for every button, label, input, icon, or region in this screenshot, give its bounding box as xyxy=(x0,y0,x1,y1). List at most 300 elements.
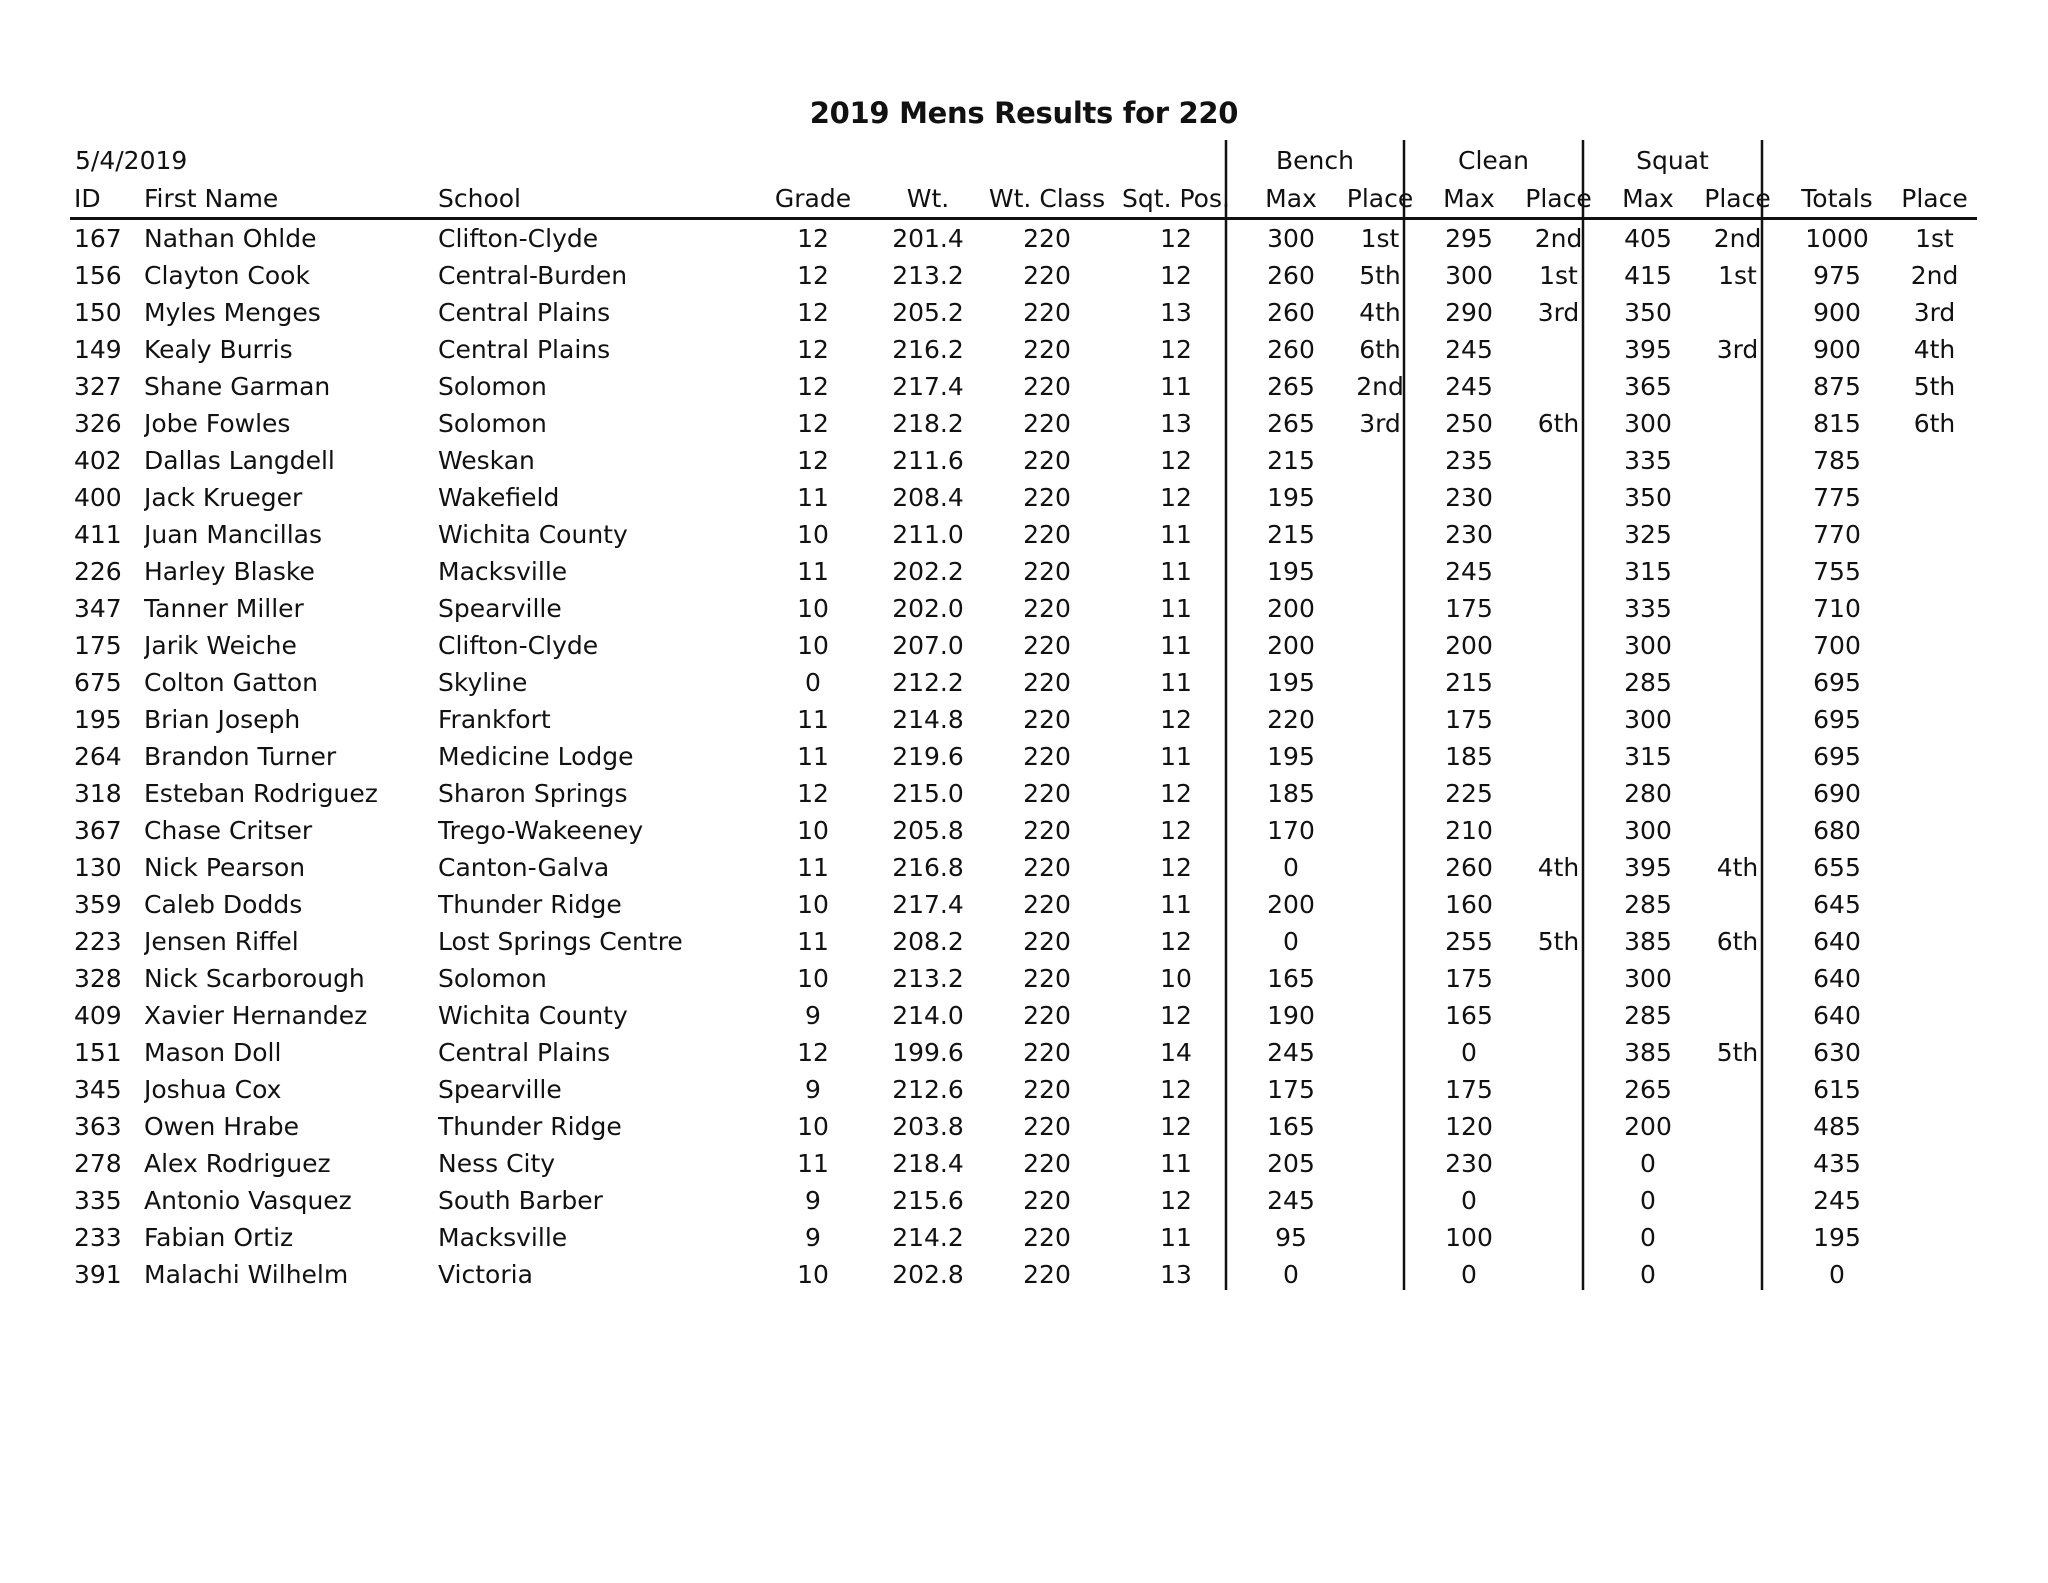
id-cell: 175 xyxy=(74,631,122,660)
grade-cell: 10 xyxy=(797,594,829,623)
table-row xyxy=(70,479,1977,516)
clean-place-cell xyxy=(1514,1256,1603,1293)
squat-max-cell: 300 xyxy=(1624,409,1672,438)
column-header-school: School xyxy=(438,180,758,219)
first-name-cell: Nick Scarborough xyxy=(144,964,365,993)
clean-max-cell: 175 xyxy=(1445,964,1493,993)
totals-cell: 815 xyxy=(1813,409,1861,438)
clean-max-cell: 230 xyxy=(1445,1149,1493,1178)
bench-max-cell: 300 xyxy=(1267,224,1315,253)
clean-place-cell xyxy=(1514,553,1603,590)
grade-cell: 12 xyxy=(797,261,829,290)
bench-max-cell: 200 xyxy=(1267,890,1315,919)
table-row xyxy=(70,516,1977,553)
table-row xyxy=(70,1071,1977,1108)
overall-place-cell: 1st xyxy=(1915,224,1954,253)
clean-max-cell: 175 xyxy=(1445,705,1493,734)
clean-max-cell: 210 xyxy=(1445,816,1493,845)
id-cell: 400 xyxy=(74,483,122,512)
weight-cell: 211.0 xyxy=(892,520,964,549)
bench-max-cell: 0 xyxy=(1283,927,1299,956)
first-name-cell: Brian Joseph xyxy=(144,705,301,734)
clean-max-cell: 230 xyxy=(1445,520,1493,549)
column-header-first-name: First Name xyxy=(144,180,438,219)
totals-cell: 630 xyxy=(1813,1038,1861,1067)
squat-place-cell xyxy=(1693,516,1782,553)
clean-place-cell xyxy=(1514,738,1603,775)
weight-cell: 212.2 xyxy=(892,668,964,697)
grade-cell: 11 xyxy=(797,483,829,512)
first-name-cell: Clayton Cook xyxy=(144,261,310,290)
table-row xyxy=(70,849,1977,886)
bench-place-cell xyxy=(1336,701,1424,738)
bench-place-cell: 1st xyxy=(1360,224,1400,253)
clean-place-cell: 3rd xyxy=(1537,298,1580,327)
school-cell: Solomon xyxy=(438,372,547,401)
table-row xyxy=(70,960,1977,997)
first-name-cell: Jack Krueger xyxy=(144,483,303,512)
squat-place-cell xyxy=(1693,1256,1782,1293)
first-name-cell: Xavier Hernandez xyxy=(144,1001,368,1030)
bench-max-cell: 0 xyxy=(1283,1260,1299,1289)
id-cell: 233 xyxy=(74,1223,122,1252)
bench-place-cell xyxy=(1336,886,1424,923)
first-name-cell: Owen Hrabe xyxy=(144,1112,299,1141)
grade-cell: 12 xyxy=(797,224,829,253)
weight-class-cell: 220 xyxy=(1023,1149,1071,1178)
squat-place-cell xyxy=(1693,294,1782,331)
totals-cell: 695 xyxy=(1813,668,1861,697)
first-name-cell: Shane Garman xyxy=(144,372,331,401)
squat-position-cell: 11 xyxy=(1160,742,1192,771)
clean-place-cell: 2nd xyxy=(1534,224,1583,253)
table-row xyxy=(70,627,1977,664)
squat-max-cell: 350 xyxy=(1624,483,1672,512)
bench-max-cell: 200 xyxy=(1267,631,1315,660)
weight-cell: 213.2 xyxy=(892,964,964,993)
totals-cell: 640 xyxy=(1813,964,1861,993)
squat-max-cell: 350 xyxy=(1624,298,1672,327)
squat-position-cell: 14 xyxy=(1160,1038,1192,1067)
bench-max-cell: 215 xyxy=(1267,446,1315,475)
column-header-squat-place: Place xyxy=(1693,180,1782,219)
results-table xyxy=(70,180,1977,1293)
weight-class-cell: 220 xyxy=(1023,1260,1071,1289)
weight-class-cell: 220 xyxy=(1023,779,1071,808)
clean-max-cell: 100 xyxy=(1445,1223,1493,1252)
grade-cell: 10 xyxy=(797,890,829,919)
school-cell: Ness City xyxy=(438,1149,556,1178)
squat-position-cell: 12 xyxy=(1160,779,1192,808)
squat-place-cell xyxy=(1693,442,1782,479)
report-date: 5/4/2019 xyxy=(75,146,188,175)
squat-max-cell: 335 xyxy=(1624,446,1672,475)
squat-max-cell: 280 xyxy=(1624,779,1672,808)
weight-class-cell: 220 xyxy=(1023,298,1071,327)
grade-cell: 12 xyxy=(797,446,829,475)
squat-max-cell: 0 xyxy=(1640,1223,1656,1252)
weight-class-cell: 220 xyxy=(1023,742,1071,771)
squat-max-cell: 385 xyxy=(1624,1038,1672,1067)
column-header-clean-place: Place xyxy=(1514,180,1603,219)
column-header-id: ID xyxy=(70,180,144,219)
first-name-cell: Harley Blaske xyxy=(144,557,315,586)
column-header-bench-max: Max xyxy=(1246,180,1336,219)
weight-cell: 212.6 xyxy=(892,1075,964,1104)
squat-position-cell: 11 xyxy=(1160,668,1192,697)
overall-place-cell xyxy=(1892,738,1977,775)
clean-place-cell xyxy=(1514,664,1603,701)
clean-place-cell xyxy=(1514,590,1603,627)
id-cell: 223 xyxy=(74,927,122,956)
clean-place-cell xyxy=(1514,331,1603,368)
squat-position-cell: 11 xyxy=(1160,520,1192,549)
clean-max-cell: 185 xyxy=(1445,742,1493,771)
overall-place-cell xyxy=(1892,960,1977,997)
bench-max-cell: 185 xyxy=(1267,779,1315,808)
totals-cell: 755 xyxy=(1813,557,1861,586)
table-row xyxy=(70,1108,1977,1145)
clean-place-cell xyxy=(1514,1034,1603,1071)
squat-max-cell: 0 xyxy=(1640,1186,1656,1215)
weight-cell: 217.4 xyxy=(892,890,964,919)
bench-place-cell xyxy=(1336,997,1424,1034)
table-row xyxy=(70,368,1977,405)
weight-class-cell: 220 xyxy=(1023,1038,1071,1067)
clean-place-cell: 4th xyxy=(1537,853,1580,882)
weight-class-cell: 220 xyxy=(1023,853,1071,882)
first-name-cell: Nathan Ohlde xyxy=(144,224,317,253)
overall-place-cell: 3rd xyxy=(1913,298,1956,327)
id-cell: 411 xyxy=(74,520,122,549)
weight-class-cell: 220 xyxy=(1023,927,1071,956)
id-cell: 156 xyxy=(74,261,122,290)
bench-place-cell xyxy=(1336,923,1424,960)
bench-place-cell xyxy=(1336,849,1424,886)
weight-class-cell: 220 xyxy=(1023,816,1071,845)
clean-place-cell xyxy=(1514,627,1603,664)
bench-place-cell xyxy=(1336,479,1424,516)
overall-place-cell xyxy=(1892,516,1977,553)
first-name-cell: Jensen Riffel xyxy=(144,927,299,956)
squat-place-cell xyxy=(1693,812,1782,849)
grade-cell: 10 xyxy=(797,520,829,549)
clean-max-cell: 0 xyxy=(1461,1186,1477,1215)
bench-max-cell: 95 xyxy=(1275,1223,1307,1252)
overall-place-cell xyxy=(1892,775,1977,812)
grade-cell: 11 xyxy=(797,742,829,771)
clean-max-cell: 295 xyxy=(1445,224,1493,253)
clean-max-cell: 255 xyxy=(1445,927,1493,956)
clean-max-cell: 300 xyxy=(1445,261,1493,290)
weight-class-cell: 220 xyxy=(1023,224,1071,253)
clean-max-cell: 230 xyxy=(1445,483,1493,512)
bench-place-cell xyxy=(1336,1256,1424,1293)
squat-place-cell: 1st xyxy=(1718,261,1757,290)
overall-place-cell xyxy=(1892,1256,1977,1293)
clean-place-cell xyxy=(1514,1108,1603,1145)
squat-position-cell: 12 xyxy=(1160,261,1192,290)
totals-cell: 785 xyxy=(1813,446,1861,475)
squat-max-cell: 285 xyxy=(1624,890,1672,919)
first-name-cell: Caleb Dodds xyxy=(144,890,303,919)
totals-cell: 680 xyxy=(1813,816,1861,845)
weight-cell: 218.4 xyxy=(892,1149,964,1178)
bench-place-cell xyxy=(1336,1071,1424,1108)
squat-position-cell: 11 xyxy=(1160,1223,1192,1252)
clean-place-cell xyxy=(1514,775,1603,812)
totals-cell: 1000 xyxy=(1805,224,1869,253)
totals-cell: 770 xyxy=(1813,520,1861,549)
table-row xyxy=(70,219,1977,258)
squat-place-cell xyxy=(1693,960,1782,997)
squat-place-cell xyxy=(1693,1071,1782,1108)
squat-place-cell xyxy=(1693,997,1782,1034)
totals-cell: 690 xyxy=(1813,779,1861,808)
totals-cell: 485 xyxy=(1813,1112,1861,1141)
squat-max-cell: 200 xyxy=(1624,1112,1672,1141)
squat-place-cell: 4th xyxy=(1716,853,1759,882)
first-name-cell: Colton Gatton xyxy=(144,668,319,697)
squat-group-label: Squat xyxy=(1636,146,1709,175)
first-name-cell: Alex Rodriguez xyxy=(144,1149,331,1178)
weight-cell: 202.0 xyxy=(892,594,964,623)
totals-cell: 775 xyxy=(1813,483,1861,512)
squat-max-cell: 395 xyxy=(1624,853,1672,882)
squat-max-cell: 335 xyxy=(1624,594,1672,623)
grade-cell: 10 xyxy=(797,816,829,845)
clean-max-cell: 165 xyxy=(1445,1001,1493,1030)
school-cell: Macksville xyxy=(438,1223,568,1252)
bench-place-cell xyxy=(1336,960,1424,997)
overall-place-cell xyxy=(1892,553,1977,590)
id-cell: 226 xyxy=(74,557,122,586)
school-cell: Weskan xyxy=(438,446,535,475)
grade-cell: 9 xyxy=(805,1186,821,1215)
totals-cell: 975 xyxy=(1813,261,1861,290)
weight-class-cell: 220 xyxy=(1023,1075,1071,1104)
id-cell: 335 xyxy=(74,1186,122,1215)
id-cell: 326 xyxy=(74,409,122,438)
bench-place-cell xyxy=(1336,627,1424,664)
squat-position-cell: 12 xyxy=(1160,1186,1192,1215)
bench-place-cell xyxy=(1336,812,1424,849)
squat-position-cell: 11 xyxy=(1160,594,1192,623)
grade-cell: 12 xyxy=(797,779,829,808)
clean-max-cell: 225 xyxy=(1445,779,1493,808)
weight-cell: 214.8 xyxy=(892,705,964,734)
clean-place-cell: 5th xyxy=(1537,927,1580,956)
clean-max-cell: 245 xyxy=(1445,557,1493,586)
squat-position-cell: 10 xyxy=(1160,964,1192,993)
weight-class-cell: 220 xyxy=(1023,372,1071,401)
totals-cell: 645 xyxy=(1813,890,1861,919)
grade-cell: 12 xyxy=(797,298,829,327)
bench-max-cell: 195 xyxy=(1267,668,1315,697)
id-cell: 327 xyxy=(74,372,122,401)
school-cell: Spearville xyxy=(438,1075,562,1104)
grade-cell: 12 xyxy=(797,335,829,364)
squat-place-cell xyxy=(1693,1108,1782,1145)
bench-max-cell: 245 xyxy=(1267,1038,1315,1067)
weight-class-cell: 220 xyxy=(1023,594,1071,623)
totals-cell: 640 xyxy=(1813,927,1861,956)
bench-max-cell: 260 xyxy=(1267,298,1315,327)
id-cell: 151 xyxy=(74,1038,122,1067)
clean-place-cell: 1st xyxy=(1539,261,1578,290)
bench-place-cell xyxy=(1336,553,1424,590)
squat-place-cell xyxy=(1693,1145,1782,1182)
bench-max-cell: 265 xyxy=(1267,409,1315,438)
weight-class-cell: 220 xyxy=(1023,409,1071,438)
school-cell: Solomon xyxy=(438,409,547,438)
column-header-squat-max: Max xyxy=(1603,180,1693,219)
squat-max-cell: 315 xyxy=(1624,557,1672,586)
column-header-bench-place: Place xyxy=(1336,180,1424,219)
overall-place-cell xyxy=(1892,701,1977,738)
squat-place-cell xyxy=(1693,886,1782,923)
weight-class-cell: 220 xyxy=(1023,520,1071,549)
squat-place-cell: 5th xyxy=(1716,1038,1759,1067)
clean-place-cell xyxy=(1514,701,1603,738)
grade-cell: 11 xyxy=(797,557,829,586)
table-row xyxy=(70,738,1977,775)
clean-max-cell: 175 xyxy=(1445,594,1493,623)
page-title: 2019 Mens Results for 220 xyxy=(809,96,1239,130)
squat-max-cell: 285 xyxy=(1624,1001,1672,1030)
grade-cell: 11 xyxy=(797,1149,829,1178)
column-header-weight: Wt. xyxy=(868,180,988,219)
id-cell: 359 xyxy=(74,890,122,919)
totals-cell: 0 xyxy=(1829,1260,1845,1289)
squat-max-cell: 325 xyxy=(1624,520,1672,549)
bench-place-cell xyxy=(1336,516,1424,553)
squat-place-cell xyxy=(1693,405,1782,442)
table-row xyxy=(70,1145,1977,1182)
grade-cell: 10 xyxy=(797,964,829,993)
id-cell: 328 xyxy=(74,964,122,993)
squat-position-cell: 12 xyxy=(1160,927,1192,956)
table-row xyxy=(70,886,1977,923)
school-cell: Wichita County xyxy=(438,520,628,549)
first-name-cell: Chase Critser xyxy=(144,816,313,845)
clean-max-cell: 290 xyxy=(1445,298,1493,327)
school-cell: Central-Burden xyxy=(438,261,628,290)
weight-cell: 205.8 xyxy=(892,816,964,845)
squat-position-cell: 12 xyxy=(1160,1112,1192,1141)
grade-cell: 11 xyxy=(797,927,829,956)
bench-max-cell: 165 xyxy=(1267,1112,1315,1141)
totals-cell: 655 xyxy=(1813,853,1861,882)
clean-place-cell xyxy=(1514,442,1603,479)
first-name-cell: Joshua Cox xyxy=(144,1075,282,1104)
bench-max-cell: 165 xyxy=(1267,964,1315,993)
overall-place-cell xyxy=(1892,849,1977,886)
header-row xyxy=(70,180,1977,219)
totals-cell: 640 xyxy=(1813,1001,1861,1030)
id-cell: 278 xyxy=(74,1149,122,1178)
weight-cell: 203.8 xyxy=(892,1112,964,1141)
weight-cell: 213.2 xyxy=(892,261,964,290)
bench-max-cell: 195 xyxy=(1267,557,1315,586)
clean-group-label: Clean xyxy=(1458,146,1529,175)
overall-place-cell xyxy=(1892,442,1977,479)
weight-cell: 211.6 xyxy=(892,446,964,475)
weight-class-cell: 220 xyxy=(1023,631,1071,660)
squat-place-cell: 6th xyxy=(1716,927,1759,956)
grade-cell: 9 xyxy=(805,1001,821,1030)
school-cell: Central Plains xyxy=(438,298,611,327)
table-row xyxy=(70,664,1977,701)
squat-place-cell xyxy=(1693,1219,1782,1256)
first-name-cell: Kealy Burris xyxy=(144,335,293,364)
id-cell: 675 xyxy=(74,668,122,697)
weight-class-cell: 220 xyxy=(1023,446,1071,475)
clean-place-cell xyxy=(1514,479,1603,516)
overall-place-cell xyxy=(1892,997,1977,1034)
grade-cell: 11 xyxy=(797,705,829,734)
bench-place-cell: 2nd xyxy=(1356,372,1404,401)
totals-cell: 900 xyxy=(1813,335,1861,364)
bench-max-cell: 190 xyxy=(1267,1001,1315,1030)
weight-class-cell: 220 xyxy=(1023,890,1071,919)
overall-place-cell: 5th xyxy=(1913,372,1956,401)
clean-place-cell xyxy=(1514,368,1603,405)
weight-cell: 215.0 xyxy=(892,779,964,808)
squat-position-cell: 12 xyxy=(1160,335,1192,364)
school-cell: Central Plains xyxy=(438,335,611,364)
clean-max-cell: 0 xyxy=(1461,1260,1477,1289)
weight-cell: 216.2 xyxy=(892,335,964,364)
table-row xyxy=(70,294,1977,331)
table-row xyxy=(70,997,1977,1034)
school-cell: Thunder Ridge xyxy=(438,890,622,919)
squat-position-cell: 13 xyxy=(1160,409,1192,438)
first-name-cell: Brandon Turner xyxy=(144,742,337,771)
weight-class-cell: 220 xyxy=(1023,1112,1071,1141)
totals-cell: 710 xyxy=(1813,594,1861,623)
clean-max-cell: 245 xyxy=(1445,335,1493,364)
school-cell: South Barber xyxy=(438,1186,603,1215)
grade-cell: 12 xyxy=(797,1038,829,1067)
first-name-cell: Fabian Ortiz xyxy=(144,1223,294,1252)
squat-position-cell: 11 xyxy=(1160,372,1192,401)
clean-place-cell xyxy=(1514,516,1603,553)
weight-class-cell: 220 xyxy=(1023,261,1071,290)
overall-place-cell: 4th xyxy=(1913,335,1956,364)
weight-cell: 208.2 xyxy=(892,927,964,956)
bench-place-cell xyxy=(1336,1145,1424,1182)
squat-place-cell xyxy=(1693,479,1782,516)
table-row xyxy=(70,701,1977,738)
squat-max-cell: 300 xyxy=(1624,964,1672,993)
school-cell: Wichita County xyxy=(438,1001,628,1030)
totals-cell: 695 xyxy=(1813,705,1861,734)
overall-place-cell xyxy=(1892,1108,1977,1145)
clean-max-cell: 200 xyxy=(1445,631,1493,660)
weight-class-cell: 220 xyxy=(1023,964,1071,993)
bench-place-cell: 6th xyxy=(1359,335,1401,364)
squat-place-cell xyxy=(1693,664,1782,701)
bench-place-cell xyxy=(1336,442,1424,479)
squat-max-cell: 285 xyxy=(1624,668,1672,697)
totals-cell: 615 xyxy=(1813,1075,1861,1104)
squat-position-cell: 13 xyxy=(1160,1260,1192,1289)
id-cell: 195 xyxy=(74,705,122,734)
weight-cell: 201.4 xyxy=(892,224,964,253)
squat-place-cell xyxy=(1693,1182,1782,1219)
bench-place-cell: 3rd xyxy=(1359,409,1401,438)
